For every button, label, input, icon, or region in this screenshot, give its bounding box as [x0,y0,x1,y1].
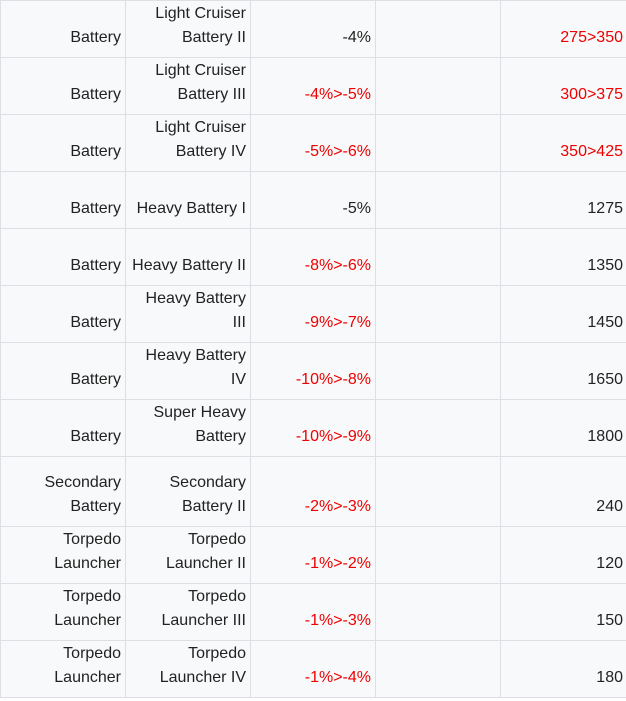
cell-value: 1800 [501,400,626,457]
cell-value: 150 [501,584,626,641]
table-row [1,1,626,58]
cell-extra [376,527,501,584]
table-row [1,641,626,698]
table-row [1,172,626,229]
cell-value: 300>375 [501,58,626,115]
cell-name: Heavy Battery III [126,286,251,343]
table-row [1,58,626,115]
cell-type: Battery [1,58,126,115]
cell-extra [376,584,501,641]
table-row [1,584,626,641]
cell-extra [376,641,501,698]
cell-extra [376,343,501,400]
cell-extra [376,229,501,286]
cell-extra [376,286,501,343]
cell-extra [376,457,501,527]
cell-value: 275>350 [501,1,626,58]
cell-name: Heavy Battery I [126,172,251,229]
cell-value: 1275 [501,172,626,229]
cell-type: Battery [1,1,126,58]
table-row [1,115,626,172]
table-row [1,343,626,400]
cell-type: Battery [1,400,126,457]
cell-name: Light Cruiser Battery III [126,58,251,115]
cell-modifier: -5%>-6% [251,115,376,172]
cell-extra [376,1,501,58]
cell-modifier: -8%>-6% [251,229,376,286]
cell-value: 350>425 [501,115,626,172]
cell-name: Torpedo Launcher III [126,584,251,641]
cell-modifier: -1%>-3% [251,584,376,641]
cell-type: Torpedo Launcher [1,584,126,641]
cell-modifier: -10%>-9% [251,400,376,457]
cell-extra [376,172,501,229]
cell-type: Secondary Battery [1,457,126,527]
table-row [1,527,626,584]
cell-modifier: -10%>-8% [251,343,376,400]
cell-modifier: -2%>-3% [251,457,376,527]
cell-name: Super Heavy Battery [126,400,251,457]
cell-type: Battery [1,229,126,286]
cell-name: Light Cruiser Battery IV [126,115,251,172]
table-row [1,286,626,343]
cell-type: Torpedo Launcher [1,527,126,584]
cell-modifier: -5% [251,172,376,229]
cell-value: 180 [501,641,626,698]
cell-name: Heavy Battery IV [126,343,251,400]
cell-extra [376,115,501,172]
cell-value: 1650 [501,343,626,400]
table-body [1,1,626,698]
cell-name: Torpedo Launcher II [126,527,251,584]
cell-modifier: -1%>-2% [251,527,376,584]
cell-value: 120 [501,527,626,584]
cell-type: Battery [1,343,126,400]
cell-name: Torpedo Launcher IV [126,641,251,698]
cell-extra [376,400,501,457]
table-row [1,457,626,527]
cell-extra [376,58,501,115]
cell-modifier: -4%>-5% [251,58,376,115]
cell-name: Light Cruiser Battery II [126,1,251,58]
cell-modifier: -9%>-7% [251,286,376,343]
cell-type: Battery [1,172,126,229]
cell-type: Battery [1,115,126,172]
cell-modifier: -1%>-4% [251,641,376,698]
cell-type: Torpedo Launcher [1,641,126,698]
cell-type: Battery [1,286,126,343]
cell-modifier: -4% [251,1,376,58]
cell-name: Secondary Battery II [126,457,251,527]
table-row [1,229,626,286]
table-row [1,400,626,457]
cell-value: 1350 [501,229,626,286]
cell-name: Heavy Battery II [126,229,251,286]
cell-value: 1450 [501,286,626,343]
cell-value: 240 [501,457,626,527]
